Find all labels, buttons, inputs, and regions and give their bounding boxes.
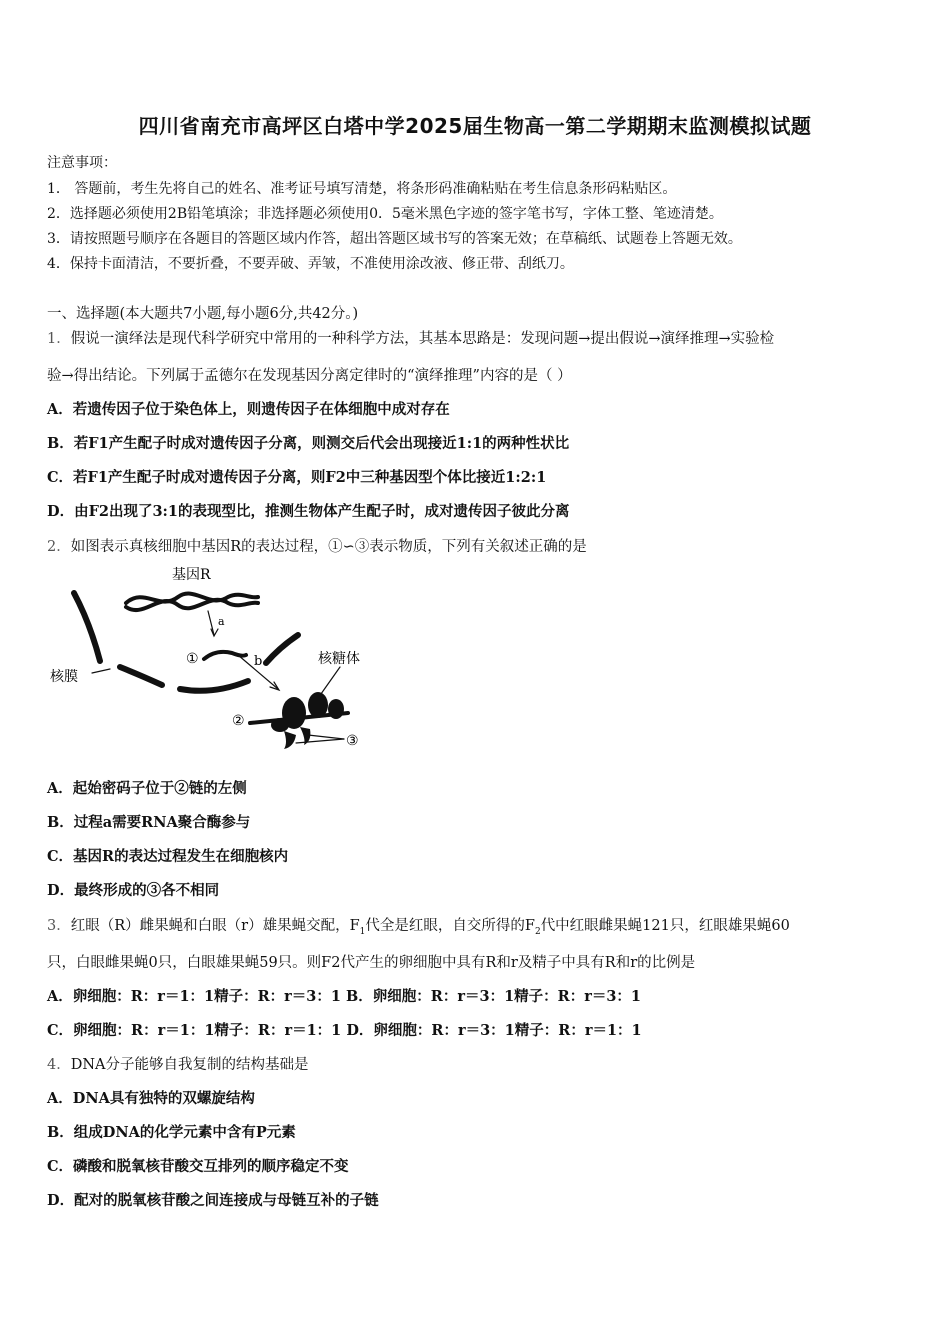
q2-option-c: C．基因R的表达过程发生在细胞核内	[47, 848, 289, 865]
ribosome-body-3	[328, 699, 344, 719]
q3-sub-2: 2	[534, 926, 541, 937]
section-heading: 一、选择题(本大题共7小题,每小题6分,共42分。)	[47, 306, 359, 322]
label-m2: ②	[232, 713, 245, 729]
q3-options-cd: C．卵细胞：R：r＝1：1精子：R：r＝1：1 D．卵细胞：R：r＝3：1精子：R：r＝1：1	[47, 1022, 642, 1039]
membrane-arc-lower	[120, 667, 162, 685]
arrow-a	[208, 611, 214, 635]
label-m1: ①	[186, 651, 199, 667]
protein-pointer-2	[308, 735, 344, 739]
notice-item-4: 4．保持卡面清洁，不要折叠，不要弄破、弄皱，不准使用涂改液、修正带、刮纸刀。	[47, 256, 574, 272]
ribosome-body-2	[308, 692, 328, 718]
q1-stem-line1	[47, 327, 774, 348]
arrow-a-head	[211, 629, 218, 636]
q4-option-b: B．组成DNA的化学元素中含有P元素	[47, 1124, 296, 1141]
membrane-arc-right	[266, 635, 298, 663]
q1-option-a: A．若遗传因子位于染色体上，则遗传因子在体细胞中成对存在	[47, 401, 450, 418]
q2-stem-text: 如图表示真核细胞中基因R的表达过程，①∽③表示物质，下列有关叙述正确的是	[70, 539, 587, 555]
q3-sub-1: 1	[359, 926, 366, 937]
q1-option-d: D．由F2出现了3:1的表现型比，推测生物体产生配子时，成对遗传因子彼此分离	[47, 503, 570, 520]
label-m3: ③	[346, 733, 359, 749]
label-ribosome: 核糖体	[318, 651, 360, 667]
q3-text-c: 代中红眼雌果蝇121只，红眼雄果蝇60	[540, 918, 790, 934]
q4-stem	[47, 1053, 309, 1074]
notice-item-2: 2．选择题必须使用2B铅笔填涂；非选择题必须使用0．5毫米黑色字迹的签字笔书写，字体工整、笔迹清楚。	[47, 206, 723, 222]
dna-strand-1	[126, 594, 258, 603]
q3-text-a: 红眼（R）雌果蝇和白眼（r）雄果蝇交配，F	[70, 918, 360, 934]
notice-heading: 注意事项：	[47, 155, 117, 171]
q3-stem-line1	[47, 914, 790, 937]
q3-number: 3．	[47, 918, 71, 934]
q2-option-a: A．起始密码子位于②链的左侧	[47, 780, 247, 797]
q3-text-b: 代全是红眼，自交所得的F	[365, 918, 535, 934]
q3-options-ab: A．卵细胞：R：r＝1：1精子：R：r＝3：1 B．卵细胞：R：r＝3：1精子：R：r＝3：1	[47, 988, 642, 1005]
q1-stem-text: 假说一演绎法是现代科学研究中常用的一种科学方法，其基本思路是：发现问题→提出假说→演绎推理→实验检	[70, 331, 775, 347]
label-gene: 基因R	[172, 567, 211, 583]
q4-option-a: A．DNA具有独特的双螺旋结构	[47, 1090, 255, 1107]
q1-option-c: C．若F1产生配子时成对遗传因子分离，则F2中三种基因型个体比接近1:2:1	[47, 469, 547, 486]
q2-option-d: D．最终形成的③各不相同	[47, 882, 220, 899]
membrane-arc-bottom	[180, 681, 248, 691]
q2-option-b: B．过程a需要RNA聚合酶参与	[47, 814, 251, 831]
membrane-arc-left	[74, 593, 100, 661]
q4-option-d: D．配对的脱氧核苷酸之间连接成与母链互补的子链	[47, 1192, 379, 1209]
q3-stem-line2: 只，白眼雌果蝇0只，白眼雄果蝇59只。则F2代产生的卵细胞中具有R和r及精子中具有R和r的比例是	[47, 955, 696, 971]
dna-strand-2	[126, 600, 258, 610]
gene-expression-diagram	[48, 563, 378, 763]
mrna-strand-1	[204, 652, 246, 659]
q2-number: 2．	[47, 539, 71, 555]
q1-number: 1．	[47, 331, 71, 347]
label-b: b	[254, 654, 263, 669]
notice-item-3: 3．请按照题号顺序在各题目的答题区域内作答，超出答题区域书写的答案无效；在草稿纸、试题卷上答题无效。	[47, 231, 742, 247]
ribosome-body-4	[271, 718, 289, 732]
membrane-pointer	[92, 669, 110, 673]
q1-stem-line2: 验→得出结论。下列属于孟德尔在发现基因分离定律时的“演绎推理”内容的是（ ）	[47, 368, 572, 384]
page-title: 四川省南充市高坪区白塔中学2025届生物高一第二学期期末监测模拟试题	[138, 114, 812, 138]
protein-pointer-1	[296, 739, 344, 743]
polypeptide-1	[284, 731, 296, 749]
q4-stem-text: DNA分子能够自我复制的结构基础是	[70, 1057, 309, 1073]
q4-option-c: C．磷酸和脱氧核苷酸交互排列的顺序稳定不变	[47, 1158, 349, 1175]
q2-stem	[47, 535, 587, 556]
notice-item-1: 1． 答题前，考生先将自己的姓名、准考证号填写清楚，将条形码准确粘贴在考生信息条形码粘贴区。	[47, 181, 677, 197]
label-a: a	[218, 615, 225, 628]
label-membrane: 核膜	[50, 669, 78, 685]
q1-option-b: B．若F1产生配子时成对遗传因子分离，则测交后代会出现接近1:1的两种性状比	[47, 435, 570, 452]
q4-number: 4．	[47, 1057, 71, 1073]
